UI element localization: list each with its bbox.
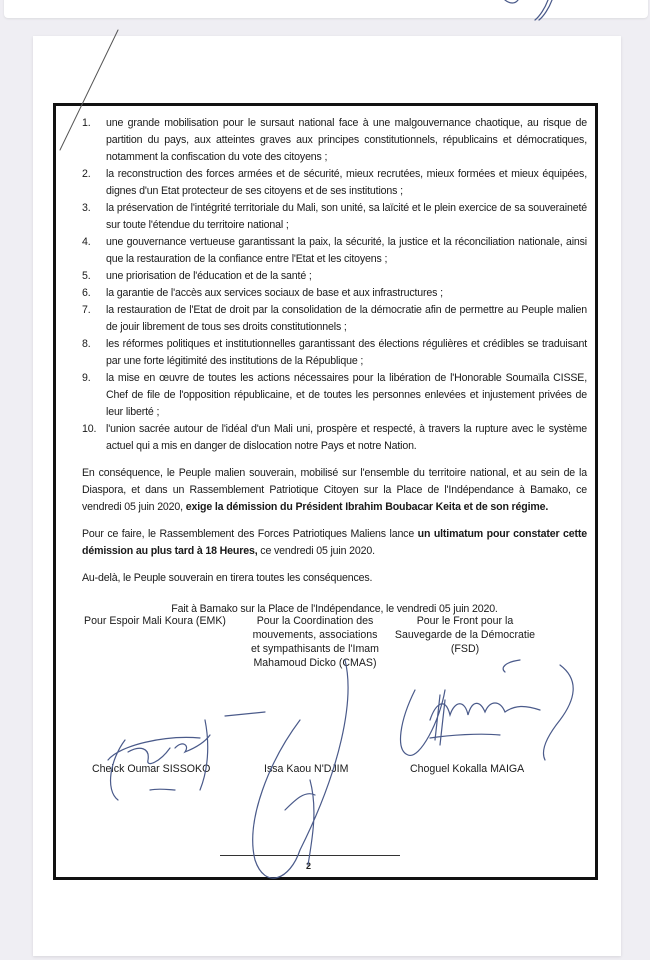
ultimatum-intro: Pour ce faire, le Rassemblement des Forces Patriotiques Maliens lance [82, 528, 418, 540]
previous-page-card [4, 0, 648, 18]
item-number: 6. [82, 287, 91, 299]
item-number: 8. [82, 338, 91, 350]
item-number: 10. [82, 423, 97, 435]
list-item [82, 302, 587, 336]
consequence-demand: exige la démission du Président Ibrahim Boubacar Keita et de son régime. [185, 501, 549, 513]
list-item [82, 285, 587, 302]
item-number: 3. [82, 202, 91, 214]
item-text: la restauration de l'Etat de droit par la consolidation de la démocratie afin de permettre au Peuple malien de jouir librement de tous ses droits constitutionnels ; [106, 304, 587, 333]
list-item [82, 421, 587, 455]
ultimatum-outro: ce vendredi 05 juin 2020. [257, 545, 375, 557]
item-number: 2. [82, 168, 91, 180]
list-item [82, 234, 587, 268]
signatory-name-ndjim: Issa Kaou N'DJIM [264, 763, 349, 775]
signatory-name-sissoko: Cheick Oumar SISSOKO [92, 763, 211, 775]
item-number: 7. [82, 304, 91, 316]
demands-list [82, 115, 587, 455]
place-and-date: Fait à Bamako sur la Place de l'Indépendance, le vendredi 05 juin 2020. [171, 603, 498, 615]
item-text: une priorisation de l'éducation et de la santé ; [106, 270, 312, 282]
page-number: 2 [306, 861, 312, 871]
consequence-paragraph [82, 465, 587, 516]
item-text: la garantie de l'accès aux services sociaux de base et aux infrastructures ; [106, 287, 443, 299]
item-number: 9. [82, 372, 91, 384]
item-text: la reconstruction des forces armées et de sécurité, mieux recrutées, mieux formées et mieux équipées, dignes d'un Etat protecteur de ses citoyens et de ses institutions ; [106, 168, 587, 197]
ultimatum-paragraph [82, 526, 587, 560]
signatory-org-fsd: Pour le Front pour la Sauvegarde de la Démocratie (FSD) [394, 615, 536, 655]
consequences-statement: Au-delà, le Peuple souverain en tirera toutes les conséquences. [82, 572, 373, 584]
item-text: la mise en œuvre de toutes les actions nécessaires pour la libération de l'Honorable Soumaïla CISSE, Chef de file de l'opposition républicaine, et de toutes les personnes enlevées et injustement privées de leur liberté ; [106, 372, 587, 418]
list-item [82, 268, 587, 285]
list-item [82, 336, 587, 370]
item-text: l'union sacrée autour de l'idéal d'un Mali uni, prospère et respecté, à travers la rupture avec le système actuel qui a mis en danger de dislocation notre Pays et notre Nation. [106, 423, 587, 452]
list-item [82, 370, 587, 421]
list-item [82, 115, 587, 166]
signatory-org-emk: Pour Espoir Mali Koura (EMK) [84, 615, 226, 627]
item-text: les réformes politiques et institutionnelles garantissant des élections régulières et crédibles se traduisant par une forte légitimité des institutions de la République ; [106, 338, 587, 367]
item-number: 4. [82, 236, 91, 248]
item-text: la préservation de l'intégrité territoriale du Mali, son unité, sa laïcité et le plein exercice de sa souveraineté sur toute l'étendue du territoire national ; [106, 202, 587, 231]
item-number: 1. [82, 117, 91, 129]
signatory-name-maiga: Choguel Kokalla MAIGA [410, 763, 525, 775]
list-item [82, 166, 587, 200]
consequence-intro: En conséquence, le Peuple malien souverain, mobilisé sur l'ensemble du territoire national, et au sein de la Diaspora, et dans un Rassemblement Patriotique Citoyen sur la Place de l'Indépendance à Bamako, ce vendredi 05 juin 2020, [82, 467, 587, 513]
footer-rule [220, 855, 400, 856]
item-text: une gouvernance vertueuse garantissant la paix, la sécurité, la justice et la réconciliation nationale, ainsi que la restauration de la confiance entre l'Etat et les citoyens ; [106, 236, 587, 265]
list-item [82, 200, 587, 234]
ultimatum-deadline: un ultimatum pour constater cette démission au plus tard à 18 Heures, [82, 528, 587, 557]
item-text: une grande mobilisation pour le sursaut national face à une malgouvernance chaotique, au risque de partition du pays, aux atteintes graves aux principes constitutionnels, républicains et démocratiques, notamment la confiscation du vote des citoyens ; [106, 117, 587, 163]
document-body [82, 115, 587, 618]
item-number: 5. [82, 270, 91, 282]
signatory-org-cmas: Pour la Coordination des mouvements, associations et sympathisants de l'Imam Mahamoud Dicko (CMAS) [250, 615, 380, 669]
